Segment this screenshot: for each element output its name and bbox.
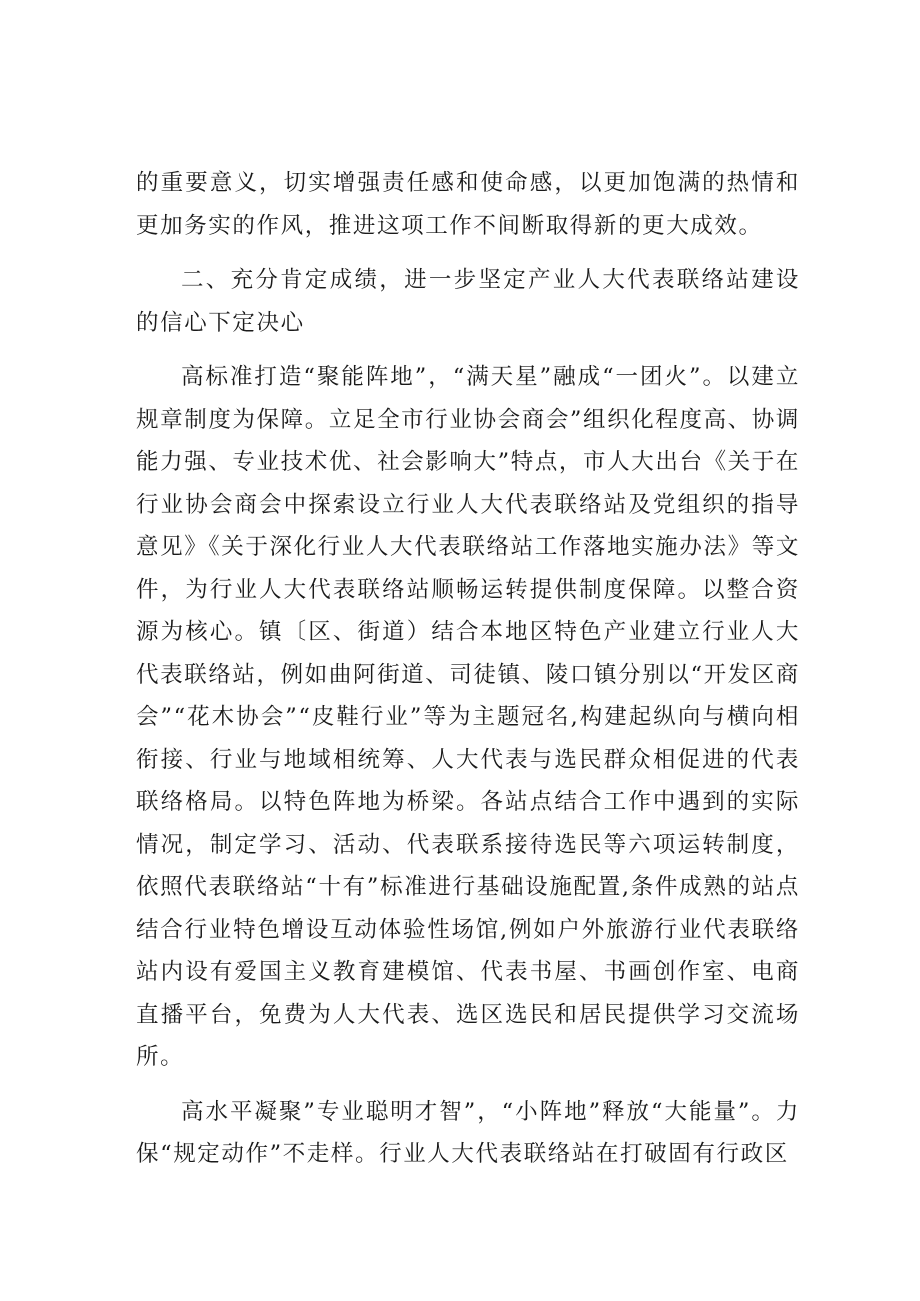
paragraph-continuation: 的重要意义，切实增强责任感和使命感，以更加饱满的热情和更加务实的作风，推进这项工作不间断取得新的更大成效。 (136, 170, 800, 239)
paragraph-high-standard: 高标准打造“聚能阵地”，“满天星”融成“一团火”。以建立规章制度为保障。立足全市行业协会商会”组织化程度高、协调能力强、专业技术优、社会影响大”特点，市人大出台《关于在行业协会商会中探索设立行业人大代表联络站及党组织的指导意见》《关于深化行业人大代表联络站工作落地实施办法》等文件，为行业人大代表联络站顺畅运转提供制度保障。以整合资源为核心。镇〔区、街道）结合本地区特色产业建立行业人大代表联络站，例如曲阿街道、司徒镇、陵口镇分别以“开发区商会”“花木协会”“皮鞋行业”等为主题冠名,构建起纵向与横向相衔接、行业与地域相统筹、人大代表与选民群众相促进的代表联络格局。以特色阵地为桥梁。各站点结合工作中遇到的实际情况，制定学习、活动、代表联系接待选民等六项运转制度，依照代表联络站“十有”标准进行基础设施配置,条件成熟的站点结合行业特色增设互动体验性场馆,例如户外旅游行业代表联络站内设有爱国主义教育建模馆、代表书屋、书画创作室、电商直播平台，免费为人大代表、选区选民和居民提供学习交流场所。 (136, 364, 800, 1070)
document-body (136, 162, 800, 1176)
paragraph-high-level: 高水平凝聚”专业聪明才智”，“小阵地”释放“大能量”。力保“规定动作”不走样。行业人大代表联络站在打破固有行政区 (136, 1098, 800, 1167)
section-heading: 二、充分肯定成绩，进一步坚定产业人大代表联络站建设的信心下定决心 (136, 267, 800, 336)
